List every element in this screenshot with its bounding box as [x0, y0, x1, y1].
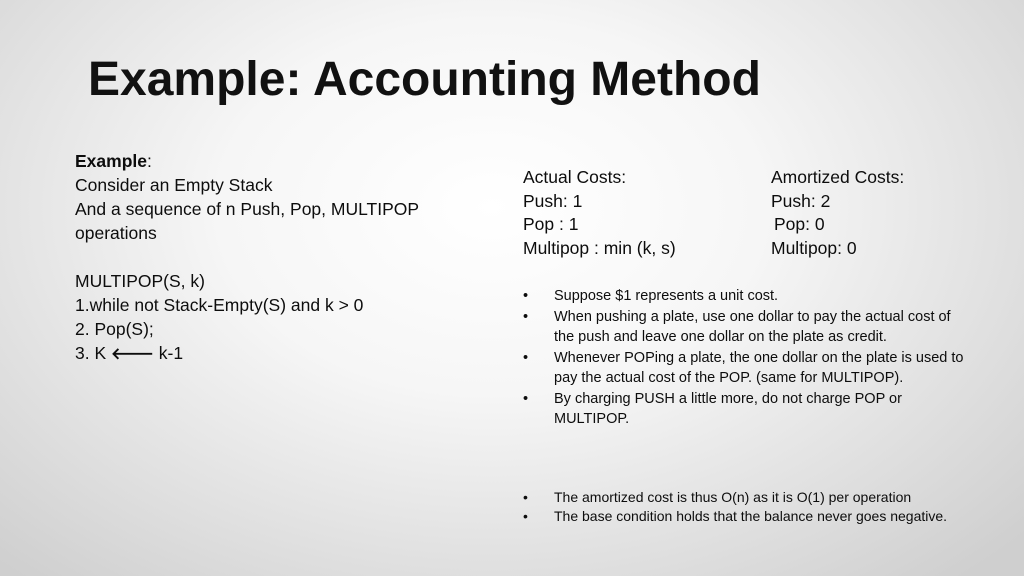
bullet-icon: • [523, 349, 529, 366]
actual-cost: Pop : 1 [523, 214, 579, 234]
bullet-item [523, 286, 968, 307]
example-heading [75, 149, 495, 173]
actual-costs-header: Actual Costs: [523, 167, 627, 187]
costs-table [523, 166, 963, 260]
bullet-item [523, 488, 968, 507]
algorithm-line-prefix: 3. K [75, 343, 111, 363]
algorithm-line-suffix: k-1 [153, 343, 184, 363]
example-description [75, 149, 495, 366]
bullet-text: The amortized cost is thus O(n) as it is O(1) per operation [554, 489, 912, 505]
bullet-text: By charging PUSH a little more, do not charge POP or MULTIPOP. [554, 390, 902, 427]
example-line: operations [75, 223, 157, 243]
bullet-icon: • [523, 308, 529, 325]
amortized-costs-header: Amortized Costs: [771, 167, 905, 187]
bullet-text: Suppose $1 represents a unit cost. [554, 288, 779, 304]
bullet-text: When pushing a plate, use one dollar to pay the actual cost of the push and leave one dollar on the plate as credit. [554, 308, 951, 345]
example-label: Example [75, 151, 147, 171]
bullet-text: The base condition holds that the balance never goes negative. [554, 508, 948, 524]
costs-header-row [523, 166, 963, 190]
costs-row [523, 213, 963, 237]
actual-cost: Push: 1 [523, 190, 583, 211]
costs-row [523, 237, 963, 261]
explanation-bullets [523, 286, 968, 430]
bullet-item [523, 307, 968, 348]
conclusion-bullets [523, 488, 968, 526]
bullet-item [523, 348, 968, 389]
bullet-item [523, 389, 968, 430]
example-colon: : [146, 151, 152, 171]
actual-cost: Multipop : min (k, s) [523, 237, 676, 258]
spacer [75, 245, 495, 269]
bullet-item [523, 507, 968, 526]
left-arrow-icon: 🡐 [111, 344, 154, 363]
amortized-cost: Pop: 0 [774, 214, 825, 234]
amortized-cost: Push: 2 [771, 190, 831, 211]
bullet-icon: • [523, 288, 529, 304]
costs-row [523, 190, 963, 214]
bullet-icon: • [523, 489, 528, 505]
bullet-icon: • [523, 508, 528, 524]
example-line: And a sequence of n Push, Pop, MULTIPOP [75, 199, 420, 219]
amortized-cost: Multipop: 0 [771, 237, 857, 258]
algorithm-line [75, 341, 495, 366]
algorithm-line: 1.while not Stack-Empty(S) and k > 0 [75, 295, 364, 315]
algorithm-header: MULTIPOP(S, k) [75, 271, 205, 291]
algorithm-line: 2. Pop(S); [75, 319, 154, 339]
bullet-text: Whenever POPing a plate, the one dollar on the plate is used to pay the actual cost of the POP. (same for MULTIPOP). [554, 349, 964, 386]
bullet-icon: • [523, 390, 529, 407]
example-line: Consider an Empty Stack [75, 175, 273, 195]
slide-title: Example: Accounting Method [88, 53, 761, 106]
